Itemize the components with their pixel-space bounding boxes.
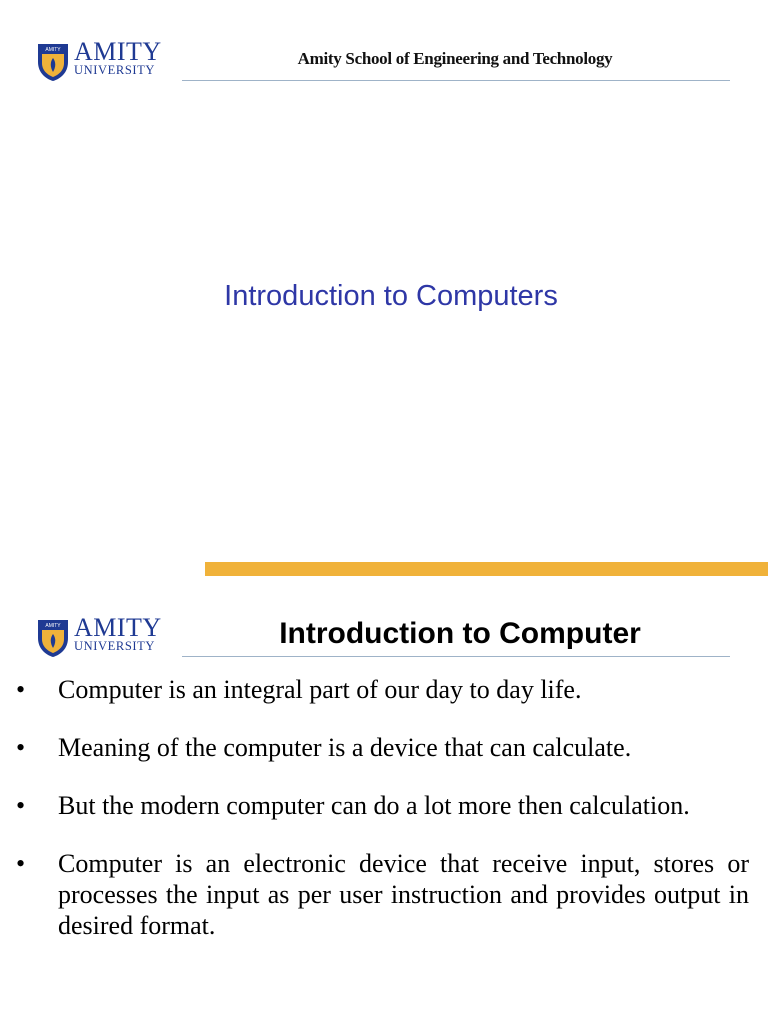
amity-logo (36, 37, 162, 82)
bullet-item (16, 790, 749, 821)
logo-name: AMITY (74, 613, 162, 642)
header-divider (182, 656, 730, 657)
amity-shield-icon (36, 40, 70, 82)
logo-subtitle: UNIVERSITY (74, 63, 155, 77)
bullet-item (16, 848, 749, 941)
logo-name: AMITY (74, 37, 162, 66)
shield-text: AMITY (45, 47, 61, 53)
bullet-text: Computer is an electronic device that receive input, stores or processes the input as per user instruction and provides output in desired format. (58, 849, 749, 940)
header-divider (182, 80, 730, 81)
school-header: Amity School of Engineering and Technology (297, 49, 613, 68)
amity-shield-icon (36, 616, 70, 658)
content-slide (0, 597, 768, 1024)
bullet-list (16, 674, 749, 968)
logo-subtitle: UNIVERSITY (74, 639, 155, 653)
bullet-item (16, 732, 749, 763)
bullet-text: Computer is an integral part of our day to day life. (58, 675, 582, 704)
bullet-text: Meaning of the computer is a device that can calculate. (58, 733, 632, 762)
bullet-icon: • (16, 849, 26, 878)
slide-title: Introduction to Computers (224, 280, 558, 312)
bullet-icon: • (16, 733, 26, 762)
bullet-text: But the modern computer can do a lot more then calculation. (58, 791, 690, 820)
bullet-icon: • (16, 675, 26, 704)
bullet-item (16, 674, 749, 705)
bullet-icon: • (16, 791, 26, 820)
accent-bar (205, 562, 768, 576)
shield-text: AMITY (45, 623, 61, 629)
slide-title: Introduction to Computer (279, 617, 641, 650)
amity-logo (36, 613, 162, 658)
